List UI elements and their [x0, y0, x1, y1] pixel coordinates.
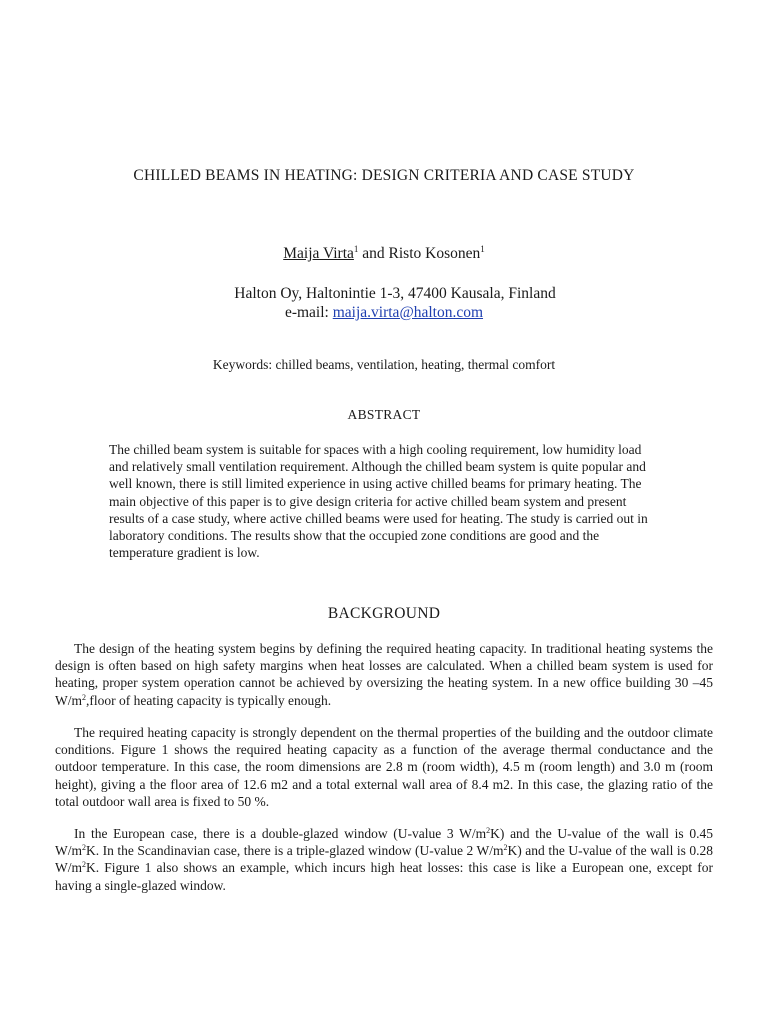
- paragraph-text: K) and the U-value of the wall is 0.28 W/m: [55, 843, 713, 876]
- paragraph-text: K. Figure 1 also shows an example, which incurs high heat losses: this case is like a European one, except for having a single-glazed window.: [55, 860, 713, 893]
- background-heading: BACKGROUND: [327, 605, 441, 622]
- author-second-affiliation-mark: 1: [480, 244, 485, 254]
- email-line: [0, 304, 768, 322]
- author-first: Maija Virta: [283, 245, 354, 262]
- author-line: [0, 244, 768, 263]
- keywords: Keywords: chilled beams, ventilation, heating, thermal comfort: [212, 357, 556, 372]
- superscript: 2: [486, 826, 491, 835]
- paragraph-text: The design of the heating system begins by defining the required heating capacity. In traditional heating systems the design is often based on high safety margins when heat losses are calculated. When a chilled beam system is used for heating, proper system operation cannot be achieved by oversizing the heating system. In a new office building 30 –45 W/m: [55, 641, 713, 708]
- superscript: 2: [503, 843, 508, 853]
- email-label: e-mail:: [284, 304, 333, 321]
- superscript: 2: [82, 860, 86, 870]
- abstract-text: The chilled beam system is suitable for spaces with a high cooling requirement, low humidity load and relatively small ventilation requirement. Although the chilled beam system is quite popular and well known, there is still limited experience in using active chilled beams for primary heating. The main objective of this paper is to give design criteria for active chilled beam system and present results of a case study, where active chilled beams were used for heating. The study is carried out in laboratory conditions. The results show that the occupied zone conditions are good and the temperature gradient is low.: [109, 442, 648, 561]
- author-first-affiliation-mark: 1: [353, 244, 359, 254]
- background-paragraph-2: The required heating capacity is strongly dependent on the thermal properties of the building and the outdoor climate conditions. Figure 1 shows the required heating capacity as a function of the average thermal conductance and the outdoor temperature. In this case, the room dimensions are 2.8 m (room width), 4.5 m (room length) and 3.0 m (room height), giving a the floor area of 12.6 m2 and a total external wall area of 8.4 m2. In this case, the glazing ratio of the total outdoor wall area is fixed to 50 %.: [55, 725, 713, 809]
- email-link[interactable]: maija.virta@halton.com: [332, 304, 484, 321]
- background-paragraph-3: [55, 825, 713, 894]
- author-second: and Risto Kosonen: [358, 245, 481, 262]
- superscript: 2: [82, 692, 86, 702]
- background-paragraph-1: [55, 640, 713, 709]
- abstract-heading: ABSTRACT: [347, 407, 421, 422]
- paragraph-text: In the European case, there is a double-glazed window (U-value 3 W/m: [74, 826, 487, 841]
- paper-title: CHILLED BEAMS IN HEATING: DESIGN CRITERIA AND CASE STUDY: [133, 167, 635, 184]
- paragraph-text: K) and the U-value of the wall is 0.45 W/m: [55, 826, 713, 859]
- affiliation: Halton Oy, Haltonintie 1-3, 47400 Kausala, Finland: [234, 285, 556, 302]
- paragraph-text: K. In the Scandinavian case, there is a triple-glazed window (U-value 2 W/m: [86, 843, 504, 859]
- superscript: 2: [82, 843, 86, 853]
- paragraph-text: ,floor of heating capacity is typically enough.: [86, 692, 332, 708]
